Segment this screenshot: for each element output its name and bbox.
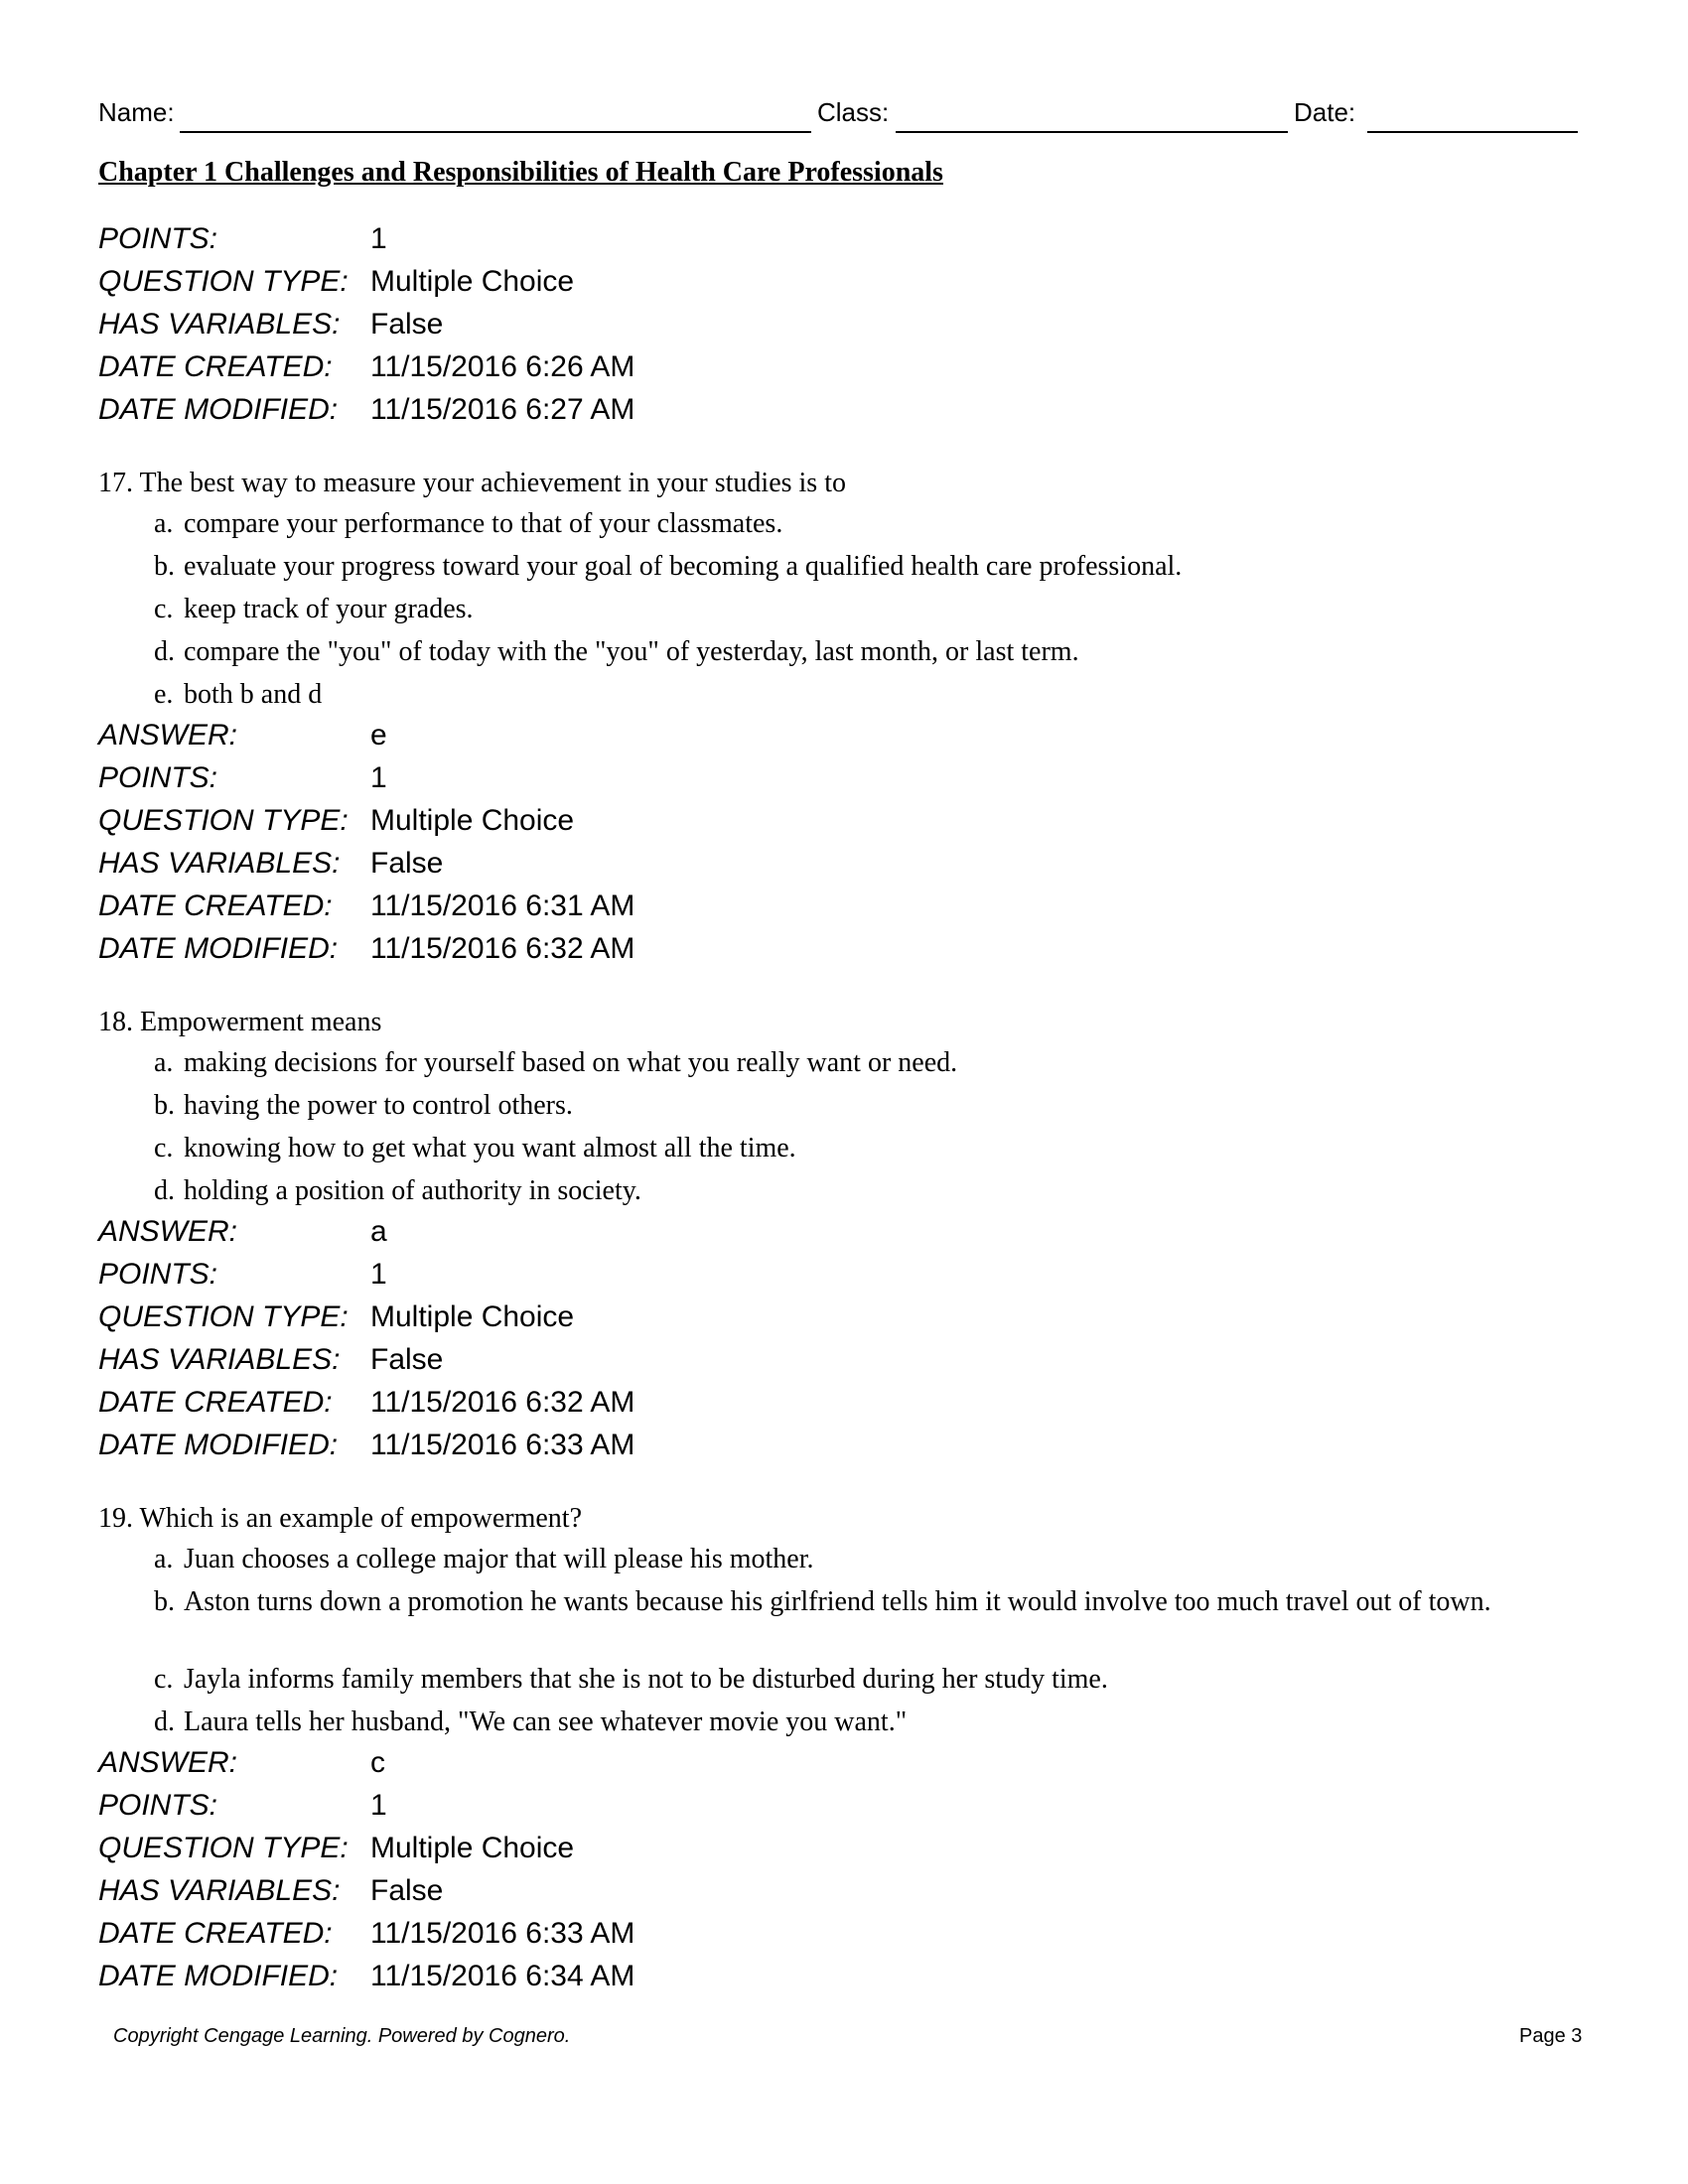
name-label: Name: — [98, 97, 175, 127]
option-letter: c. — [154, 594, 174, 624]
option-d — [154, 634, 1524, 669]
chapter-title: Chapter 1 Challenges and Responsibilities of Health Care Professionals — [98, 157, 943, 188]
option-letter: a. — [154, 1544, 174, 1574]
date-created-value: 11/15/2016 6:31 AM — [370, 889, 635, 922]
points-label: POINTS: — [98, 1258, 218, 1291]
option-text: evaluate your progress toward your goal of becoming a qualified health care professional. — [184, 551, 1183, 582]
answer-value: c — [370, 1746, 385, 1779]
date-created-label: DATE CREATED: — [98, 889, 333, 922]
date-created-label: DATE CREATED: — [98, 1386, 333, 1419]
question-type-label: QUESTION TYPE: — [98, 1832, 349, 1864]
option-b — [154, 1088, 1524, 1123]
option-b — [154, 549, 1524, 584]
option-letter: e. — [154, 679, 174, 710]
option-letter: d. — [154, 1175, 175, 1206]
student-header — [98, 97, 1578, 137]
date-modified-value: 11/15/2016 6:32 AM — [370, 932, 635, 965]
option-letter: d. — [154, 1706, 175, 1737]
date-modified-value: 11/15/2016 6:34 AM — [370, 1960, 635, 1992]
date-created-label: DATE CREATED: — [98, 350, 333, 383]
option-letter: a. — [154, 1047, 174, 1078]
question-text: 17. The best way to measure your achievement in your studies is to — [98, 468, 846, 498]
question-type-value: Multiple Choice — [370, 1300, 575, 1333]
date-created-value: 11/15/2016 6:26 AM — [370, 350, 635, 383]
date-modified-label: DATE MODIFIED: — [98, 393, 339, 426]
answer-value: e — [370, 719, 387, 751]
option-text: Laura tells her husband, "We can see whatever movie you want." — [184, 1706, 908, 1737]
footer-page-number: Page 3 — [1519, 2025, 1583, 2047]
option-c — [154, 1662, 1524, 1697]
has-variables-label: HAS VARIABLES: — [98, 1343, 341, 1376]
date-modified-value: 11/15/2016 6:27 AM — [370, 393, 635, 426]
option-text: both b and d — [184, 679, 323, 710]
option-text: making decisions for yourself based on what you really want or need. — [184, 1047, 958, 1078]
option-c — [154, 1131, 1524, 1165]
question-type-label: QUESTION TYPE: — [98, 1300, 349, 1333]
name-field-line — [180, 131, 811, 133]
has-variables-value: False — [370, 1874, 444, 1907]
option-letter: a. — [154, 508, 174, 539]
question-text: 19. Which is an example of empowerment? — [98, 1503, 582, 1534]
option-a — [154, 1045, 1524, 1080]
option-text: compare the "you" of today with the "you" of yesterday, last month, or last term. — [184, 636, 1079, 667]
date-created-value: 11/15/2016 6:33 AM — [370, 1917, 635, 1950]
answer-label: ANSWER: — [98, 1746, 238, 1779]
date-created-label: DATE CREATED: — [98, 1917, 333, 1950]
points-label: POINTS: — [98, 1789, 218, 1822]
date-modified-value: 11/15/2016 6:33 AM — [370, 1429, 635, 1461]
answer-label: ANSWER: — [98, 1215, 238, 1248]
class-field-line — [896, 131, 1288, 133]
question-type-value: Multiple Choice — [370, 1832, 575, 1864]
date-modified-label: DATE MODIFIED: — [98, 1429, 339, 1461]
class-label: Class: — [817, 97, 890, 127]
option-text: having the power to control others. — [184, 1090, 573, 1121]
date-created-value: 11/15/2016 6:32 AM — [370, 1386, 635, 1419]
date-modified-label: DATE MODIFIED: — [98, 932, 339, 965]
points-value: 1 — [370, 1258, 387, 1291]
question-type-label: QUESTION TYPE: — [98, 265, 349, 298]
answer-value: a — [370, 1215, 387, 1248]
option-text: keep track of your grades. — [184, 594, 474, 624]
option-text: Jayla informs family members that she is not to be disturbed during her study time. — [184, 1664, 1108, 1695]
has-variables-label: HAS VARIABLES: — [98, 1874, 341, 1907]
date-modified-label: DATE MODIFIED: — [98, 1960, 339, 1992]
option-letter: b. — [154, 551, 175, 582]
option-letter: b. — [154, 1586, 175, 1617]
question-type-value: Multiple Choice — [370, 804, 575, 837]
option-letter: d. — [154, 636, 175, 667]
has-variables-value: False — [370, 847, 444, 880]
option-d — [154, 1173, 1524, 1208]
has-variables-label: HAS VARIABLES: — [98, 847, 341, 880]
has-variables-value: False — [370, 1343, 444, 1376]
date-label: Date: — [1294, 97, 1356, 127]
option-a — [154, 1542, 1524, 1576]
option-text: holding a position of authority in society. — [184, 1175, 641, 1206]
points-value: 1 — [370, 222, 387, 255]
answer-label: ANSWER: — [98, 719, 238, 751]
footer-copyright: Copyright Cengage Learning. Powered by Cognero. — [113, 2025, 571, 2047]
points-label: POINTS: — [98, 222, 218, 255]
points-value: 1 — [370, 761, 387, 794]
option-c — [154, 592, 1524, 626]
option-letter: b. — [154, 1090, 175, 1121]
option-text: Aston turns down a promotion he wants because his girlfriend tells him it would involve too much travel out of town. — [184, 1586, 1491, 1617]
date-field-line — [1367, 131, 1578, 133]
option-e — [154, 677, 1524, 712]
question-type-label: QUESTION TYPE: — [98, 804, 349, 837]
option-letter: c. — [154, 1664, 174, 1695]
question-text: 18. Empowerment means — [98, 1007, 382, 1037]
option-text: compare your performance to that of your classmates. — [184, 508, 783, 539]
option-text: Juan chooses a college major that will please his mother. — [184, 1544, 814, 1574]
option-d — [154, 1705, 1524, 1739]
points-value: 1 — [370, 1789, 387, 1822]
has-variables-label: HAS VARIABLES: — [98, 308, 341, 341]
option-text: knowing how to get what you want almost all the time. — [184, 1133, 796, 1163]
option-a — [154, 506, 1524, 541]
points-label: POINTS: — [98, 761, 218, 794]
question-type-value: Multiple Choice — [370, 265, 575, 298]
option-b — [154, 1584, 1524, 1619]
has-variables-value: False — [370, 308, 444, 341]
option-letter: c. — [154, 1133, 174, 1163]
